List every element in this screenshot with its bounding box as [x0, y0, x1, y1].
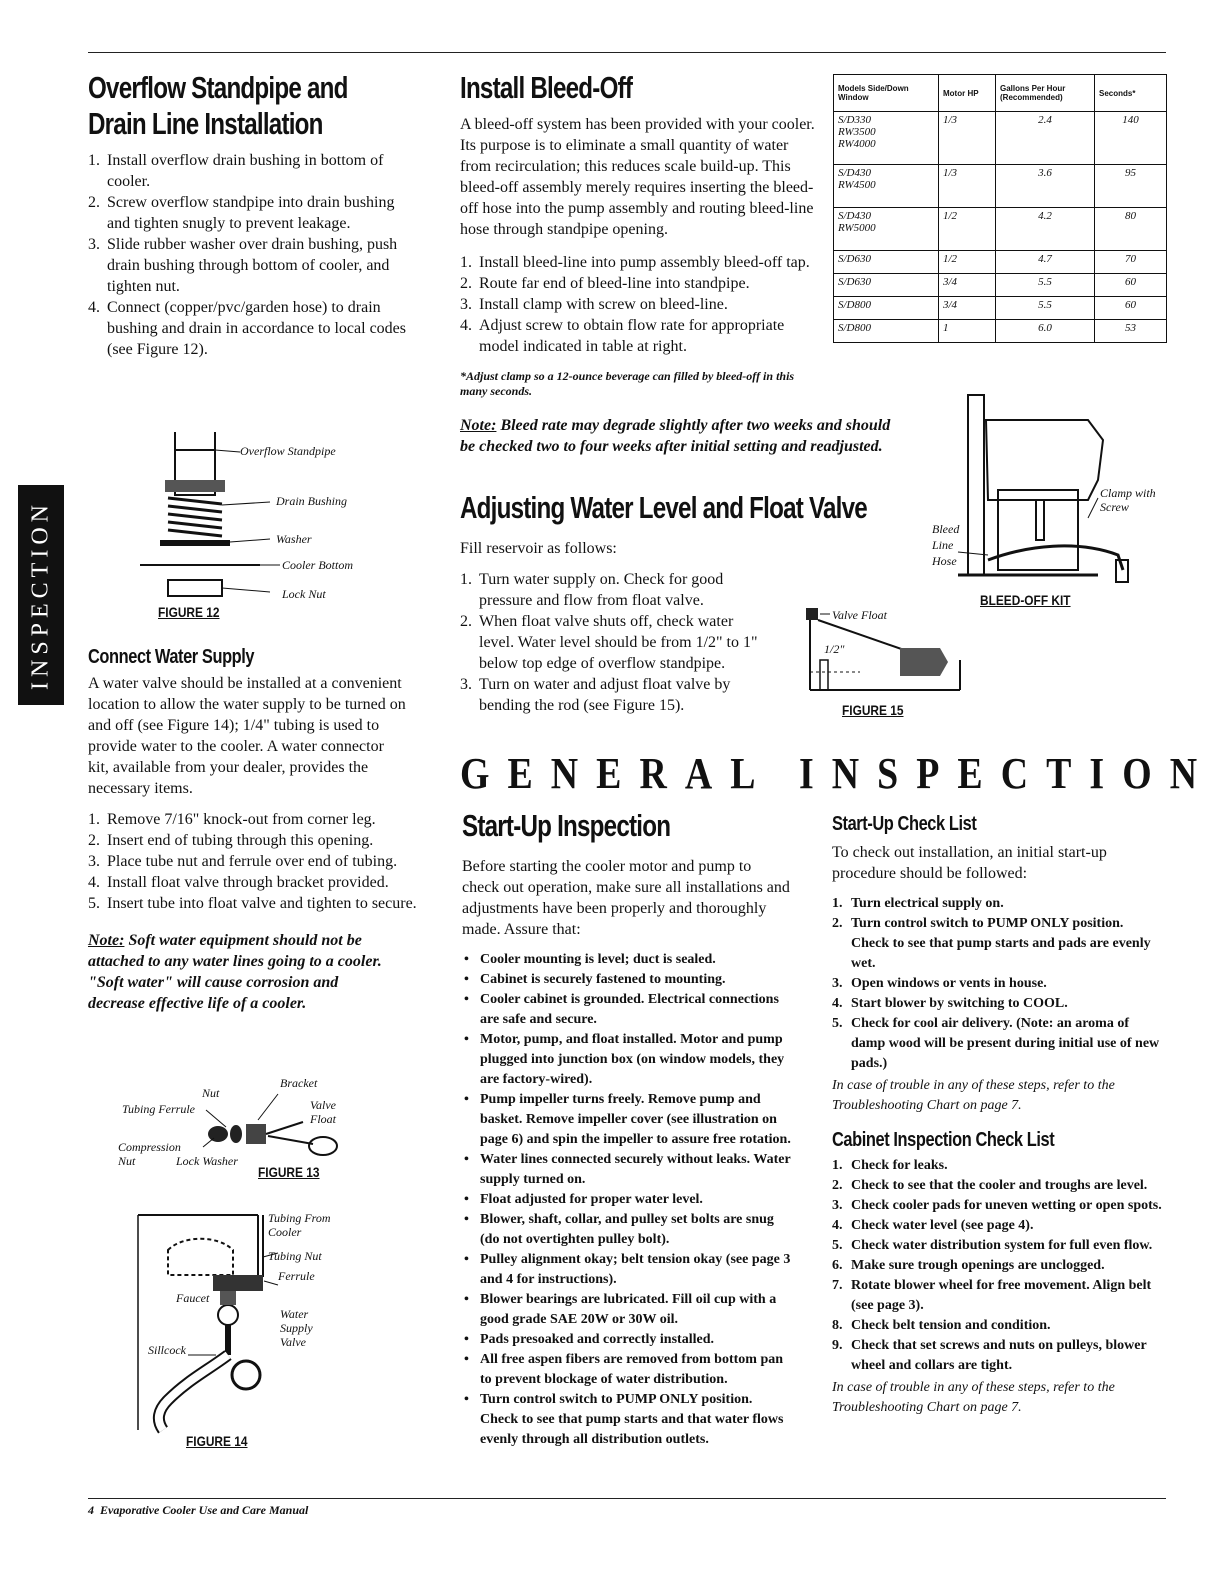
- fig12-callout-washer: Washer: [276, 532, 312, 546]
- fig13-callout-compression-nut: Nut: [118, 1154, 136, 1168]
- connect-note-label: Note:: [88, 932, 125, 949]
- list-item: 2. Check to see that the cooler and troughs are level.: [832, 1178, 1148, 1193]
- table-row: [834, 320, 1167, 343]
- list-item: 1. Turn electrical supply on.: [832, 896, 1004, 911]
- figure-13: [118, 1072, 378, 1187]
- cell-models: S/D330 RW3500 RW4000: [834, 112, 939, 165]
- side-tab-label: INSPECTION: [27, 499, 54, 691]
- list-item: 3. Slide rubber washer over drain bushing, push drain bushing through bottom of cooler, and tighten nut.: [88, 236, 398, 295]
- figure-14-label: FIGURE 14: [186, 1433, 248, 1449]
- th-seconds: Seconds*: [1095, 75, 1167, 112]
- cell-models: S/D430 RW4500: [834, 165, 939, 208]
- list-item: 3. Turn on water and adjust float valve by bending the rod (see Figure 15).: [460, 676, 731, 714]
- fig14-callout-supply: Supply: [280, 1321, 313, 1335]
- list-item: • Cooler mounting is level; duct is sealed.: [462, 950, 792, 970]
- connect-steps: [88, 809, 418, 914]
- list-item: 2. Route far end of bleed-line into standpipe.: [460, 275, 750, 292]
- bleed-rate-table: [833, 74, 1167, 343]
- fig13-callout-compression: Compression: [118, 1140, 181, 1154]
- bleed-off-kit-label: BLEED-OFF KIT: [980, 592, 1071, 608]
- fig13-callout-valve: Valve: [310, 1098, 336, 1112]
- list-item: 5. Check water distribution system for full even flow.: [832, 1238, 1153, 1253]
- cell-hp: 1/2: [939, 251, 996, 274]
- fig12-callout-cooler-bottom: Cooler Bottom: [282, 558, 353, 572]
- list-item: • Motor, pump, and float installed. Motor and pump plugged into junction box (on window models, they are factory-wired).: [462, 1030, 792, 1090]
- cell-models: S/D430 RW5000: [834, 208, 939, 251]
- list-item: 8. Check belt tension and condition.: [832, 1318, 1051, 1333]
- cell-seconds: 80: [1095, 208, 1167, 251]
- list-item: 4. Start blower by switching to COOL.: [832, 996, 1068, 1011]
- kit-callout-clamp: Clamp with: [1100, 486, 1156, 500]
- fig14-callout-sillcock: Sillcock: [148, 1343, 186, 1357]
- list-item: • All free aspen fibers are removed from bottom pan to prevent blockage of water distribution.: [462, 1350, 792, 1390]
- general-inspection-heading: GENERAL INSPECTION: [460, 749, 1216, 798]
- fig15-callout-half-inch: 1/2": [824, 642, 845, 656]
- overflow-section: [88, 70, 423, 360]
- kit-callout-hose: Hose: [932, 554, 957, 568]
- list-item: 1. Turn water supply on. Check for good pressure and flow from float valve.: [460, 571, 724, 609]
- bleed-note-text: Bleed rate may degrade slightly after two weeks and should be checked two to four weeks after initial setting and readjusted.: [460, 417, 891, 455]
- figure-14-drawing: [128, 1205, 388, 1435]
- list-item: 1. Check for leaks.: [832, 1158, 948, 1173]
- cell-gph: 6.0: [996, 320, 1095, 343]
- list-item: • Cabinet is securely fastened to mounting.: [462, 970, 792, 990]
- figure-13-drawing: [118, 1072, 378, 1187]
- fig13-callout-float: Float: [310, 1112, 336, 1126]
- checklist-trouble: In case of trouble in any of these steps, refer to the Troubleshooting Chart on page 7.: [832, 1078, 1115, 1113]
- fig15-callout-valve-float: Valve Float: [832, 608, 887, 622]
- list-item: 4. Connect (copper/pvc/garden hose) to drain bushing and drain in accordance to local codes (see Figure 12).: [88, 299, 406, 358]
- fig13-callout-lock-washer: Lock Washer: [176, 1154, 238, 1168]
- bottom-rule: [88, 1498, 1166, 1499]
- side-tab: [18, 485, 64, 705]
- cell-seconds: 95: [1095, 165, 1167, 208]
- bleed-note-label: Note:: [460, 417, 497, 434]
- kit-callout-bleed: Bleed: [932, 522, 960, 536]
- fig14-callout-tubing-nut: Tubing Nut: [268, 1249, 322, 1263]
- cell-hp: 3/4: [939, 297, 996, 320]
- th-gph: Gallons Per Hour (Recommended): [996, 75, 1095, 112]
- water-level-intro: Fill reservoir as follows:: [460, 540, 617, 557]
- connect-note: [88, 930, 393, 1014]
- cell-models: S/D630: [834, 274, 939, 297]
- cell-hp: 1/3: [939, 165, 996, 208]
- overflow-title-line2: Drain Line Installation: [88, 106, 323, 141]
- cell-models: S/D630: [834, 251, 939, 274]
- list-item: 4. Adjust screw to obtain flow rate for appropriate model indicated in table at right.: [460, 317, 785, 355]
- bleed-title: Install Bleed-Off: [460, 70, 633, 105]
- cell-seconds: 60: [1095, 274, 1167, 297]
- fig14-callout-ferrule: Ferrule: [278, 1269, 315, 1283]
- list-item: 6. Make sure trough openings are unclogged.: [832, 1258, 1105, 1273]
- list-item: • Blower bearings are lubricated. Fill oil cup with a good grade SAE 20W or 30W oil.: [462, 1290, 792, 1330]
- list-item: • Water lines connected securely without leaks. Water supply turned on.: [462, 1150, 792, 1190]
- fig14-callout-tubing-from: Tubing From: [268, 1211, 331, 1225]
- startup-paragraph: Before starting the cooler motor and pump to check out operation, make sure all installations and adjustments have been properly and thoroughly made. Assure that:: [462, 858, 790, 938]
- figure-15-label: FIGURE 15: [842, 702, 904, 718]
- cell-seconds: 140: [1095, 112, 1167, 165]
- cell-hp: 1/2: [939, 208, 996, 251]
- cell-gph: 3.6: [996, 165, 1095, 208]
- list-item: 4. Check water level (see page 4).: [832, 1218, 1034, 1233]
- water-level-title: Adjusting Water Level and Float Valve: [460, 490, 867, 525]
- fig13-callout-bracket: Bracket: [280, 1076, 318, 1090]
- fig14-callout-faucet: Faucet: [176, 1291, 210, 1305]
- list-item: 9. Check that set screws and nuts on pulleys, blower wheel and collars are tight.: [832, 1338, 1147, 1373]
- cell-hp: 3/4: [939, 274, 996, 297]
- startup-section: [462, 808, 802, 1450]
- list-item: 3. Check cooler pads for uneven wetting or open spots.: [832, 1198, 1162, 1213]
- kit-callout-screw: Screw: [1100, 500, 1129, 514]
- list-item: • Float adjusted for proper water level.: [462, 1190, 792, 1210]
- checklist-steps: [832, 894, 1162, 1074]
- cell-hp: 1: [939, 320, 996, 343]
- kit-callout-line: Line: [932, 538, 954, 552]
- table-row: [834, 274, 1167, 297]
- list-item: 3. Install clamp with screw on bleed-line.: [460, 296, 728, 313]
- overflow-title-line1: Overflow Standpipe and: [88, 70, 348, 105]
- fig13-callout-nut: Nut: [202, 1086, 220, 1100]
- figure-15: [800, 600, 970, 725]
- water-level-steps: [460, 569, 765, 716]
- table-row: [834, 208, 1167, 251]
- bleed-paragraph: A bleed-off system has been provided with your cooler. Its purpose is to eliminate a small quantity of water from recirculation; this reduces scale build-up. This bleed-off assembly merely requires inserting the bleed-off hose into the pump assembly and routing bleed-line hose through standpipe opening.: [460, 116, 815, 238]
- list-item: 4. Install float valve through bracket provided.: [88, 874, 389, 891]
- list-item: 3. Place tube nut and ferrule over end of tubing.: [88, 853, 398, 870]
- cabinet-steps: [832, 1156, 1162, 1376]
- list-item: • Turn control switch to PUMP ONLY position. Check to see that pump starts and that water flows evenly through all distribution outlets.: [462, 1390, 792, 1450]
- cell-gph: 4.2: [996, 208, 1095, 251]
- cell-models: S/D800: [834, 297, 939, 320]
- top-rule: [88, 52, 1166, 53]
- figure-13-label: FIGURE 13: [258, 1164, 320, 1180]
- fig12-callout-lock-nut: Lock Nut: [282, 587, 326, 601]
- cell-gph: 5.5: [996, 274, 1095, 297]
- cabinet-trouble: In case of trouble in any of these steps, refer to the Troubleshooting Chart on page 7.: [832, 1380, 1115, 1415]
- overflow-steps: [88, 150, 418, 360]
- list-item: 5. Check for cool air delivery. (Note: an aroma of damp wood will be present during initial use of new pads.): [832, 1016, 1160, 1071]
- figure-14: [128, 1205, 388, 1455]
- startup-title: Start-Up Inspection: [462, 808, 671, 843]
- cell-seconds: 70: [1095, 251, 1167, 274]
- list-item: 5. Insert tube into float valve and tighten to secure.: [88, 895, 417, 912]
- connect-title: Connect Water Supply: [88, 646, 255, 668]
- list-item: • Pump impeller turns freely. Remove pump and basket. Remove impeller cover (see illustration on page 6) and spin the impeller to assure free rotation.: [462, 1090, 792, 1150]
- list-item: • Cooler cabinet is grounded. Electrical connections are safe and secure.: [462, 990, 792, 1030]
- cell-gph: 5.5: [996, 297, 1095, 320]
- startup-bullets: [462, 950, 792, 1450]
- fig13-callout-tubing-ferrule: Tubing Ferrule: [122, 1102, 196, 1116]
- cell-seconds: 60: [1095, 297, 1167, 320]
- fig14-callout-valve: Valve: [280, 1335, 306, 1349]
- checklist-title: Start-Up Check List: [832, 813, 977, 835]
- cabinet-title: Cabinet Inspection Check List: [832, 1129, 1055, 1151]
- figure-12: [140, 420, 400, 630]
- list-item: • Blower, shaft, collar, and pulley set bolts are snug (do not overtighten pulley bolt).: [462, 1210, 792, 1250]
- list-item: 7. Rotate blower wheel for free movement. Align belt (see page 3).: [832, 1278, 1152, 1313]
- figure-12-label: FIGURE 12: [158, 604, 220, 620]
- fig14-callout-water: Water: [280, 1307, 309, 1321]
- list-item: 1. Remove 7/16" knock-out from corner leg.: [88, 811, 376, 828]
- th-models: Models Side/Down Window: [834, 75, 939, 112]
- th-hp: Motor HP: [939, 75, 996, 112]
- list-item: 2. Screw overflow standpipe into drain bushing and tighten snugly to prevent leakage.: [88, 194, 395, 232]
- bleed-footnote: *Adjust clamp so a 12-ounce beverage can filled by bleed-off in this many seconds.: [460, 369, 795, 398]
- connect-note-text: Soft water equipment should not be attached to any water lines going to a cooler. "Soft water" will cause corrosion and decrease effective life of a cooler.: [88, 932, 382, 1012]
- connect-paragraph: A water valve should be installed at a convenient location to allow the water supply to be turned on and off (see Figure 14); 1/4" tubing is used to provide water to the cooler. A water connector kit, available from your dealer, provides the necessary items.: [88, 675, 406, 797]
- list-item: 1. Install overflow drain bushing in bottom of cooler.: [88, 152, 384, 190]
- cell-hp: 1/3: [939, 112, 996, 165]
- bleed-steps: [460, 252, 810, 357]
- footer-text: 4 Evaporative Cooler Use and Care Manual: [88, 1503, 309, 1517]
- cell-seconds: 53: [1095, 320, 1167, 343]
- bleed-off-kit-figure: [928, 390, 1168, 615]
- table-row: [834, 251, 1167, 274]
- fig12-callout-bushing: Drain Bushing: [276, 494, 348, 508]
- checklist-paragraph: To check out installation, an initial start-up procedure should be followed:: [832, 844, 1107, 882]
- list-item: • Pulley alignment okay; belt tension okay (see page 3 and 4 for instructions).: [462, 1250, 792, 1290]
- list-item: • Pads presoaked and correctly installed.: [462, 1330, 792, 1350]
- fig14-callout-cooler: Cooler: [268, 1225, 302, 1239]
- list-item: 2. When float valve shuts off, check water level. Water level should be from 1/2" to 1" below top edge of overflow standpipe.: [460, 613, 758, 672]
- fig12-callout-standpipe: Overflow Standpipe: [240, 444, 336, 458]
- list-item: 1. Install bleed-line into pump assembly bleed-off tap.: [460, 254, 810, 271]
- checklist-section: [832, 812, 1162, 1418]
- table-row: [834, 165, 1167, 208]
- connect-section: [88, 645, 418, 1014]
- list-item: 3. Open windows or vents in house.: [832, 976, 1047, 991]
- cell-gph: 4.7: [996, 251, 1095, 274]
- table-row: [834, 297, 1167, 320]
- table-header-row: [834, 75, 1167, 112]
- list-item: 2. Turn control switch to PUMP ONLY position. Check to see that pump starts and pads are evenly wet.: [832, 916, 1151, 971]
- list-item: 2. Insert end of tubing through this opening.: [88, 832, 374, 849]
- cell-gph: 2.4: [996, 112, 1095, 165]
- cell-models: S/D800: [834, 320, 939, 343]
- bleed-note: [460, 415, 900, 457]
- table-row: [834, 112, 1167, 165]
